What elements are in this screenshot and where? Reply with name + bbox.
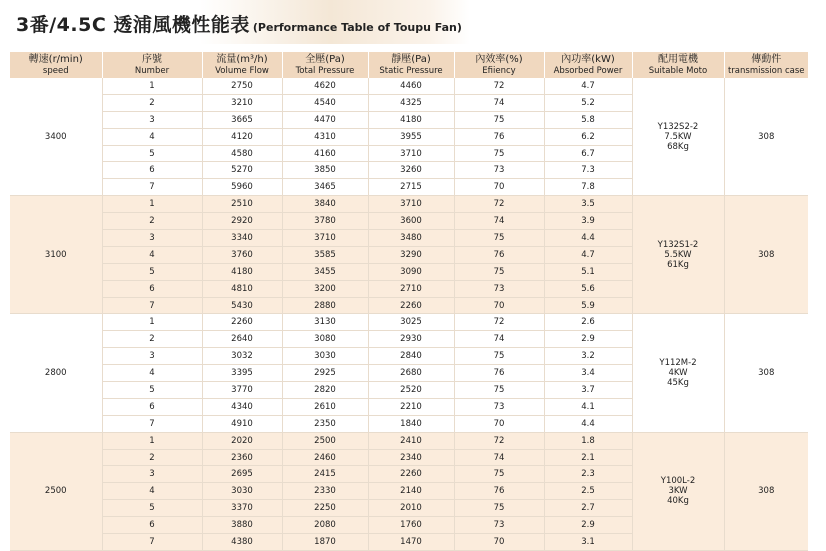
volume-flow-cell: 4180	[202, 263, 282, 280]
efficiency-cell: 73	[454, 398, 544, 415]
page-title-subtitle: (Performance Table of Toupu Fan)	[252, 21, 462, 34]
absorbed-power-cell: 2.3	[544, 466, 632, 483]
static-pressure-cell: 1760	[368, 517, 454, 534]
total-pressure-cell: 2820	[282, 382, 368, 399]
absorbed-power-cell: 1.8	[544, 432, 632, 449]
volume-flow-cell: 3395	[202, 365, 282, 382]
static-pressure-cell: 3955	[368, 128, 454, 145]
performance-table	[10, 52, 808, 551]
number-cell: 2	[102, 94, 202, 111]
transmission-cell: 308	[724, 314, 808, 432]
volume-flow-cell: 5270	[202, 162, 282, 179]
header-transmission-case: 傳動件 transmission case	[724, 52, 808, 78]
number-cell: 4	[102, 128, 202, 145]
volume-flow-cell: 4910	[202, 415, 282, 432]
static-pressure-cell: 4180	[368, 111, 454, 128]
volume-flow-cell: 3340	[202, 230, 282, 247]
volume-flow-cell: 2920	[202, 213, 282, 230]
page-title-main: 3番/4.5C 透浦風機性能表	[16, 14, 250, 36]
number-cell: 1	[102, 314, 202, 331]
efficiency-cell: 74	[454, 331, 544, 348]
efficiency-cell: 75	[454, 145, 544, 162]
absorbed-power-cell: 3.4	[544, 365, 632, 382]
volume-flow-cell: 2510	[202, 196, 282, 213]
motor-cell	[632, 78, 724, 196]
motor-spec-line: Y100L-2	[660, 476, 696, 487]
number-cell: 6	[102, 517, 202, 534]
volume-flow-cell: 3770	[202, 382, 282, 399]
efficiency-cell: 75	[454, 230, 544, 247]
number-cell: 2	[102, 449, 202, 466]
efficiency-cell: 75	[454, 348, 544, 365]
motor-cell	[632, 432, 724, 550]
table-row	[10, 196, 808, 213]
table-row	[10, 432, 808, 449]
total-pressure-cell: 3465	[282, 179, 368, 196]
static-pressure-cell: 2260	[368, 297, 454, 314]
volume-flow-cell: 3030	[202, 483, 282, 500]
volume-flow-cell: 3665	[202, 111, 282, 128]
efficiency-cell: 75	[454, 466, 544, 483]
static-pressure-cell: 2520	[368, 382, 454, 399]
number-cell: 2	[102, 331, 202, 348]
total-pressure-cell: 3850	[282, 162, 368, 179]
total-pressure-cell: 4540	[282, 94, 368, 111]
volume-flow-cell: 2260	[202, 314, 282, 331]
total-pressure-cell: 2880	[282, 297, 368, 314]
absorbed-power-cell: 2.6	[544, 314, 632, 331]
total-pressure-cell: 2610	[282, 398, 368, 415]
total-pressure-cell: 3030	[282, 348, 368, 365]
efficiency-cell: 70	[454, 297, 544, 314]
number-cell: 5	[102, 263, 202, 280]
motor-cell	[632, 196, 724, 314]
efficiency-cell: 73	[454, 517, 544, 534]
static-pressure-cell: 4325	[368, 94, 454, 111]
number-cell: 3	[102, 466, 202, 483]
static-pressure-cell: 2340	[368, 449, 454, 466]
volume-flow-cell: 4580	[202, 145, 282, 162]
absorbed-power-cell: 4.4	[544, 415, 632, 432]
absorbed-power-cell: 7.3	[544, 162, 632, 179]
volume-flow-cell: 5430	[202, 297, 282, 314]
efficiency-cell: 72	[454, 78, 544, 94]
table-row	[10, 78, 808, 94]
absorbed-power-cell: 3.1	[544, 534, 632, 551]
total-pressure-cell: 2250	[282, 500, 368, 517]
number-cell: 4	[102, 246, 202, 263]
static-pressure-cell: 3600	[368, 213, 454, 230]
static-pressure-cell: 2680	[368, 365, 454, 382]
motor-spec-line: 45Kg	[667, 378, 689, 389]
absorbed-power-cell: 5.8	[544, 111, 632, 128]
header-static-pressure: 靜壓(Pa) Static Pressure	[368, 52, 454, 78]
volume-flow-cell: 5960	[202, 179, 282, 196]
static-pressure-cell: 3710	[368, 196, 454, 213]
number-cell: 7	[102, 534, 202, 551]
total-pressure-cell: 2500	[282, 432, 368, 449]
static-pressure-cell: 1470	[368, 534, 454, 551]
number-cell: 2	[102, 213, 202, 230]
total-pressure-cell: 3840	[282, 196, 368, 213]
absorbed-power-cell: 5.9	[544, 297, 632, 314]
number-cell: 3	[102, 111, 202, 128]
total-pressure-cell: 3710	[282, 230, 368, 247]
absorbed-power-cell: 4.1	[544, 398, 632, 415]
absorbed-power-cell: 3.9	[544, 213, 632, 230]
speed-cell: 2800	[10, 314, 102, 432]
number-cell: 7	[102, 179, 202, 196]
total-pressure-cell: 2415	[282, 466, 368, 483]
static-pressure-cell: 2930	[368, 331, 454, 348]
header-total-pressure: 全壓(Pa) Total Pressure	[282, 52, 368, 78]
number-cell: 5	[102, 500, 202, 517]
motor-spec-line: Y132S2-2	[657, 121, 699, 132]
number-cell: 6	[102, 398, 202, 415]
total-pressure-cell: 4160	[282, 145, 368, 162]
efficiency-cell: 72	[454, 196, 544, 213]
motor-spec-line: Y132S1-2	[657, 239, 699, 250]
number-cell: 5	[102, 145, 202, 162]
efficiency-cell: 72	[454, 314, 544, 331]
volume-flow-cell: 3760	[202, 246, 282, 263]
number-cell: 3	[102, 348, 202, 365]
efficiency-cell: 70	[454, 415, 544, 432]
page-title	[16, 10, 462, 37]
volume-flow-cell: 3210	[202, 94, 282, 111]
efficiency-cell: 75	[454, 382, 544, 399]
efficiency-cell: 76	[454, 246, 544, 263]
header-suitable-motor: 配用電機 Suitable Moto	[632, 52, 724, 78]
header-absorbed-power: 內功率(kW) Absorbed Power	[544, 52, 632, 78]
absorbed-power-cell: 5.2	[544, 94, 632, 111]
motor-spec-line: 5.5KW	[664, 249, 692, 260]
total-pressure-cell: 4620	[282, 78, 368, 94]
number-cell: 4	[102, 483, 202, 500]
absorbed-power-cell: 5.6	[544, 280, 632, 297]
volume-flow-cell: 4380	[202, 534, 282, 551]
static-pressure-cell: 3710	[368, 145, 454, 162]
static-pressure-cell: 2260	[368, 466, 454, 483]
efficiency-cell: 72	[454, 432, 544, 449]
static-pressure-cell: 3090	[368, 263, 454, 280]
static-pressure-cell: 3025	[368, 314, 454, 331]
absorbed-power-cell: 4.7	[544, 78, 632, 94]
absorbed-power-cell: 2.5	[544, 483, 632, 500]
efficiency-cell: 70	[454, 179, 544, 196]
motor-spec-line: Y112M-2	[659, 358, 697, 369]
speed-cell: 3400	[10, 78, 102, 196]
efficiency-cell: 73	[454, 162, 544, 179]
total-pressure-cell: 2350	[282, 415, 368, 432]
static-pressure-cell: 2410	[368, 432, 454, 449]
volume-flow-cell: 3370	[202, 500, 282, 517]
total-pressure-cell: 4310	[282, 128, 368, 145]
absorbed-power-cell: 2.7	[544, 500, 632, 517]
absorbed-power-cell: 4.7	[544, 246, 632, 263]
motor-spec-line: 7.5KW	[664, 131, 692, 142]
efficiency-cell: 70	[454, 534, 544, 551]
transmission-cell: 308	[724, 196, 808, 314]
total-pressure-cell: 2460	[282, 449, 368, 466]
volume-flow-cell: 4810	[202, 280, 282, 297]
total-pressure-cell: 4470	[282, 111, 368, 128]
volume-flow-cell: 2695	[202, 466, 282, 483]
header-volume-flow: 流量(m³/h) Volume Flow	[202, 52, 282, 78]
static-pressure-cell: 3290	[368, 246, 454, 263]
total-pressure-cell: 3200	[282, 280, 368, 297]
absorbed-power-cell: 3.5	[544, 196, 632, 213]
number-cell: 4	[102, 365, 202, 382]
efficiency-cell: 76	[454, 365, 544, 382]
transmission-cell: 308	[724, 432, 808, 550]
efficiency-cell: 74	[454, 94, 544, 111]
total-pressure-cell: 3455	[282, 263, 368, 280]
absorbed-power-cell: 3.7	[544, 382, 632, 399]
total-pressure-cell: 3585	[282, 246, 368, 263]
number-cell: 3	[102, 230, 202, 247]
volume-flow-cell: 2360	[202, 449, 282, 466]
volume-flow-cell: 3032	[202, 348, 282, 365]
header-number: 序號 Number	[102, 52, 202, 78]
number-cell: 1	[102, 432, 202, 449]
number-cell: 1	[102, 196, 202, 213]
efficiency-cell: 76	[454, 483, 544, 500]
efficiency-cell: 75	[454, 263, 544, 280]
total-pressure-cell: 1870	[282, 534, 368, 551]
total-pressure-cell: 3080	[282, 331, 368, 348]
header-row	[10, 52, 808, 78]
absorbed-power-cell: 6.7	[544, 145, 632, 162]
volume-flow-cell: 2750	[202, 78, 282, 94]
static-pressure-cell: 1840	[368, 415, 454, 432]
total-pressure-cell: 3130	[282, 314, 368, 331]
number-cell: 1	[102, 78, 202, 94]
motor-spec-line: 3KW	[668, 486, 688, 497]
absorbed-power-cell: 5.1	[544, 263, 632, 280]
absorbed-power-cell: 2.1	[544, 449, 632, 466]
table-row	[10, 314, 808, 331]
total-pressure-cell: 3780	[282, 213, 368, 230]
number-cell: 6	[102, 280, 202, 297]
number-cell: 7	[102, 297, 202, 314]
efficiency-cell: 76	[454, 128, 544, 145]
volume-flow-cell: 2640	[202, 331, 282, 348]
motor-spec-line: 4KW	[668, 368, 688, 379]
absorbed-power-cell: 4.4	[544, 230, 632, 247]
number-cell: 6	[102, 162, 202, 179]
absorbed-power-cell: 3.2	[544, 348, 632, 365]
number-cell: 5	[102, 382, 202, 399]
motor-spec-line: 61Kg	[667, 259, 689, 270]
absorbed-power-cell: 7.8	[544, 179, 632, 196]
speed-cell: 3100	[10, 196, 102, 314]
static-pressure-cell: 2010	[368, 500, 454, 517]
static-pressure-cell: 2140	[368, 483, 454, 500]
table-body	[10, 78, 808, 550]
total-pressure-cell: 2330	[282, 483, 368, 500]
volume-flow-cell: 4120	[202, 128, 282, 145]
static-pressure-cell: 4460	[368, 78, 454, 94]
motor-spec-line: 40Kg	[667, 496, 689, 507]
motor-cell	[632, 314, 724, 432]
static-pressure-cell: 2210	[368, 398, 454, 415]
absorbed-power-cell: 6.2	[544, 128, 632, 145]
efficiency-cell: 75	[454, 500, 544, 517]
efficiency-cell: 75	[454, 111, 544, 128]
static-pressure-cell: 2710	[368, 280, 454, 297]
motor-spec-line: 68Kg	[667, 141, 689, 152]
transmission-cell: 308	[724, 78, 808, 196]
absorbed-power-cell: 2.9	[544, 331, 632, 348]
efficiency-cell: 74	[454, 213, 544, 230]
volume-flow-cell: 3880	[202, 517, 282, 534]
efficiency-cell: 73	[454, 280, 544, 297]
header-speed: 轉速(r/min) speed	[10, 52, 102, 78]
static-pressure-cell: 3480	[368, 230, 454, 247]
static-pressure-cell: 3260	[368, 162, 454, 179]
volume-flow-cell: 4340	[202, 398, 282, 415]
efficiency-cell: 74	[454, 449, 544, 466]
volume-flow-cell: 2020	[202, 432, 282, 449]
total-pressure-cell: 2925	[282, 365, 368, 382]
static-pressure-cell: 2840	[368, 348, 454, 365]
total-pressure-cell: 2080	[282, 517, 368, 534]
speed-cell: 2500	[10, 432, 102, 550]
static-pressure-cell: 2715	[368, 179, 454, 196]
header-efficiency: 內效率(%) Efiiency	[454, 52, 544, 78]
absorbed-power-cell: 2.9	[544, 517, 632, 534]
number-cell: 7	[102, 415, 202, 432]
